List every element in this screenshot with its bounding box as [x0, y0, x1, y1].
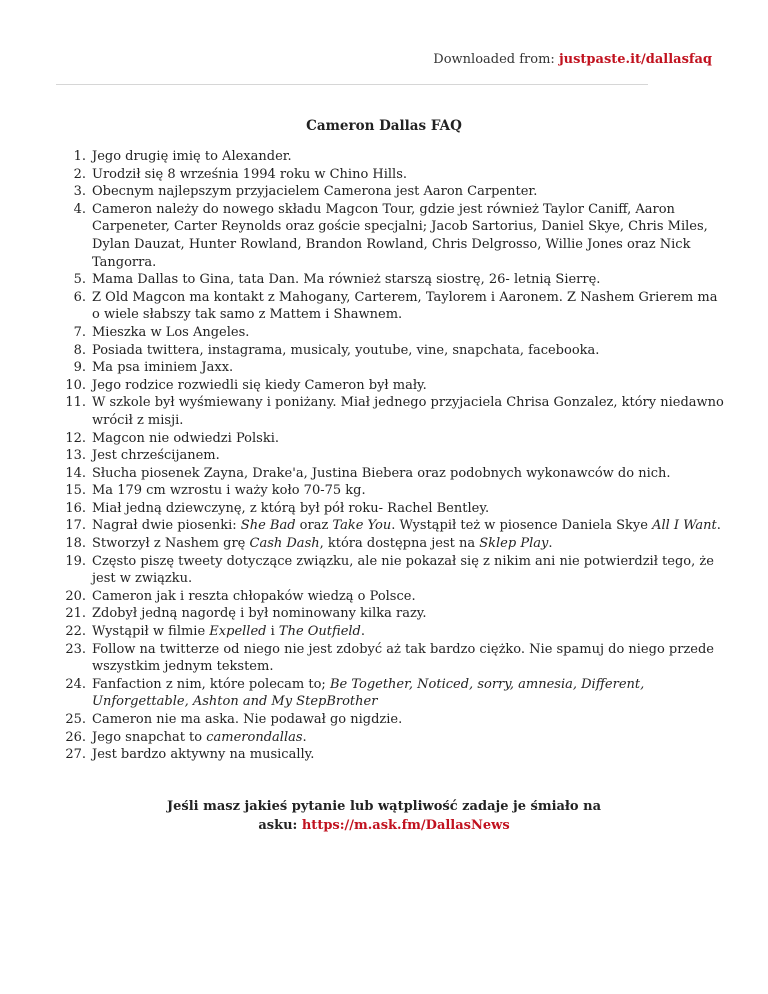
faq-item	[92, 183, 724, 201]
faq-item-text: Obecnym najlepszym przyjacielem Camerona jest Aaron Carpenter.	[92, 184, 538, 200]
header-divider	[56, 84, 648, 85]
faq-item-italic-text: Cash Dash	[249, 536, 320, 552]
faq-item-text: Fanfaction z nim, które polecam to;	[92, 676, 330, 692]
faq-item-text: Słucha piosenek Zayna, Drake'a, Justina Biebera oraz podobnych wykonawców do nich.	[92, 465, 671, 481]
faq-item-text: Mama Dallas to Gina, tata Dan. Ma również starszą siostrę, 26- letnią Sierrę.	[92, 272, 601, 288]
footer-line-2-prefix: asku:	[258, 818, 302, 833]
faq-list	[92, 148, 724, 764]
faq-item	[92, 342, 724, 360]
faq-item-text: Jego snapchat to	[92, 729, 207, 745]
footer-line-2	[0, 816, 768, 835]
faq-item-text: Cameron nie ma aska. Nie podawał go nigdzie.	[92, 712, 403, 727]
faq-item-italic-text: She Bad	[240, 518, 296, 534]
faq-item-text: Cameron należy do nowego składu Magcon Tour, gdzie jest również Taylor Caniff, Aaron Carpeneter, Carter Reynolds oraz goście specjalni; Jacob Sartorius, Daniel Skye, Chris Miles, Dylan Dauzat, Hunter Rowland, Brandon Rowland, Chris Delgrosso, Willie Jones oraz Nick Tangorra.	[92, 201, 708, 270]
faq-item	[92, 394, 724, 429]
faq-item-text: Mieszka w Los Angeles.	[92, 324, 250, 340]
footer-line-1: Jeśli masz jakieś pytanie lub wątpliwość zadaje je śmiało na	[166, 799, 602, 814]
faq-item-text: .	[548, 536, 553, 552]
faq-item-text: Posiada twittera, instagrama, musicaly, youtube, vine, snapchata, facebooka.	[92, 342, 600, 358]
faq-item-text: Często piszę tweety dotyczące związku, ale nie pokazał się z nikim ani nie potwierdził tego, że jest w związku.	[92, 553, 714, 587]
footer-note	[0, 797, 768, 835]
faq-item-text: Jego drugię imię to Alexander.	[92, 149, 292, 164]
faq-item-text: Jest chrześcijanem.	[92, 448, 220, 464]
faq-item-text: Magcon nie odwiedzi Polski.	[92, 430, 279, 446]
faq-item-italic-text: Expelled	[209, 624, 267, 640]
faq-item-text: Nagrał dwie piosenki:	[92, 518, 241, 534]
faq-item-text: Jest bardzo aktywny na musically.	[92, 747, 315, 763]
faq-item-text: Wystąpił w filmie	[92, 624, 210, 640]
faq-item	[92, 482, 724, 500]
faq-item-text: .	[716, 518, 721, 534]
faq-item-italic-text: Sklep Play	[479, 536, 549, 552]
faq-item-text: W szkole był wyśmiewany i poniżany. Miał jednego przyjaciela Chrisa Gonzalez, który niedawno wrócił z misji.	[92, 395, 724, 428]
faq-item-text: .	[302, 729, 307, 745]
faq-item-text: Urodził się 8 września 1994 roku w Chino Hills.	[92, 166, 408, 182]
faq-item	[92, 430, 724, 448]
faq-item	[92, 289, 724, 324]
faq-item-text: Ma 179 cm wzrostu i waży koło 70-75 kg.	[92, 483, 366, 499]
faq-item-text: Zdobył jedną nagordę i był nominowany kilka razy.	[92, 606, 427, 622]
justpaste-link[interactable]: justpaste.it/dallasfaq	[558, 52, 712, 67]
faq-item-italic-text: Be Together, Noticed, sorry, amnesia, Different, Unforgettable, Ashton and My StepBrother	[92, 676, 645, 710]
faq-item	[92, 711, 724, 729]
faq-item-italic-text: The Outfield	[278, 624, 361, 640]
faq-item	[92, 641, 724, 676]
faq-item	[92, 377, 724, 395]
faq-item	[92, 623, 724, 641]
faq-item	[92, 588, 724, 606]
faq-item	[92, 271, 724, 289]
faq-item-text: . Wystąpił też w piosence Daniela Skye	[391, 518, 653, 534]
faq-item-italic-text: All I Want	[652, 518, 717, 534]
faq-item-italic-text: camerondallas	[206, 729, 303, 745]
faq-item	[92, 553, 724, 588]
faq-item-italic-text: Take You	[332, 518, 392, 534]
faq-item-text: Jego rodzice rozwiedli się kiedy Cameron był mały.	[92, 377, 427, 393]
faq-item	[92, 676, 724, 711]
faq-item-text: Ma psa iminiem Jaxx.	[92, 360, 234, 376]
faq-item	[92, 166, 724, 184]
faq-item	[92, 324, 724, 342]
faq-item	[92, 535, 724, 553]
faq-item-text: Stworzył z Nashem grę	[92, 536, 250, 552]
faq-item-text: Miał jedną dziewczynę, z którą był pół roku- Rachel Bentley.	[92, 500, 490, 516]
faq-item	[92, 729, 724, 747]
faq-item	[92, 359, 724, 377]
download-source-header	[433, 52, 712, 67]
faq-item	[92, 447, 724, 465]
faq-item-text: Z Old Magcon ma kontakt z Mahogany, Carterem, Taylorem i Aaronem. Z Nashem Grierem ma o wiele słabszy tak samo z Mattem i Shawnem.	[92, 289, 718, 323]
faq-item-text: Cameron jak i reszta chłopaków wiedzą o Polsce.	[92, 588, 416, 604]
faq-item-text: i	[266, 624, 279, 640]
faq-item	[92, 605, 724, 623]
faq-item	[92, 148, 724, 166]
download-source-prefix: Downloaded from:	[433, 52, 559, 67]
faq-item	[92, 201, 724, 271]
faq-item	[92, 517, 724, 535]
faq-item	[92, 500, 724, 518]
faq-item	[92, 746, 724, 764]
faq-item-text: Follow na twitterze od niego nie jest zdobyć aż tak bardzo ciężko. Nie spamuj do niego przede wszystkim jednym tekstem.	[92, 641, 715, 675]
page-title: Cameron Dallas FAQ	[306, 118, 462, 134]
faq-item-text: .	[360, 624, 366, 640]
faq-item	[92, 465, 724, 483]
faq-item-text: , która dostępna jest na	[319, 536, 480, 552]
faq-item-text: oraz	[295, 518, 333, 534]
ask-fm-link[interactable]: https://m.ask.fm/DallasNews	[301, 818, 510, 833]
